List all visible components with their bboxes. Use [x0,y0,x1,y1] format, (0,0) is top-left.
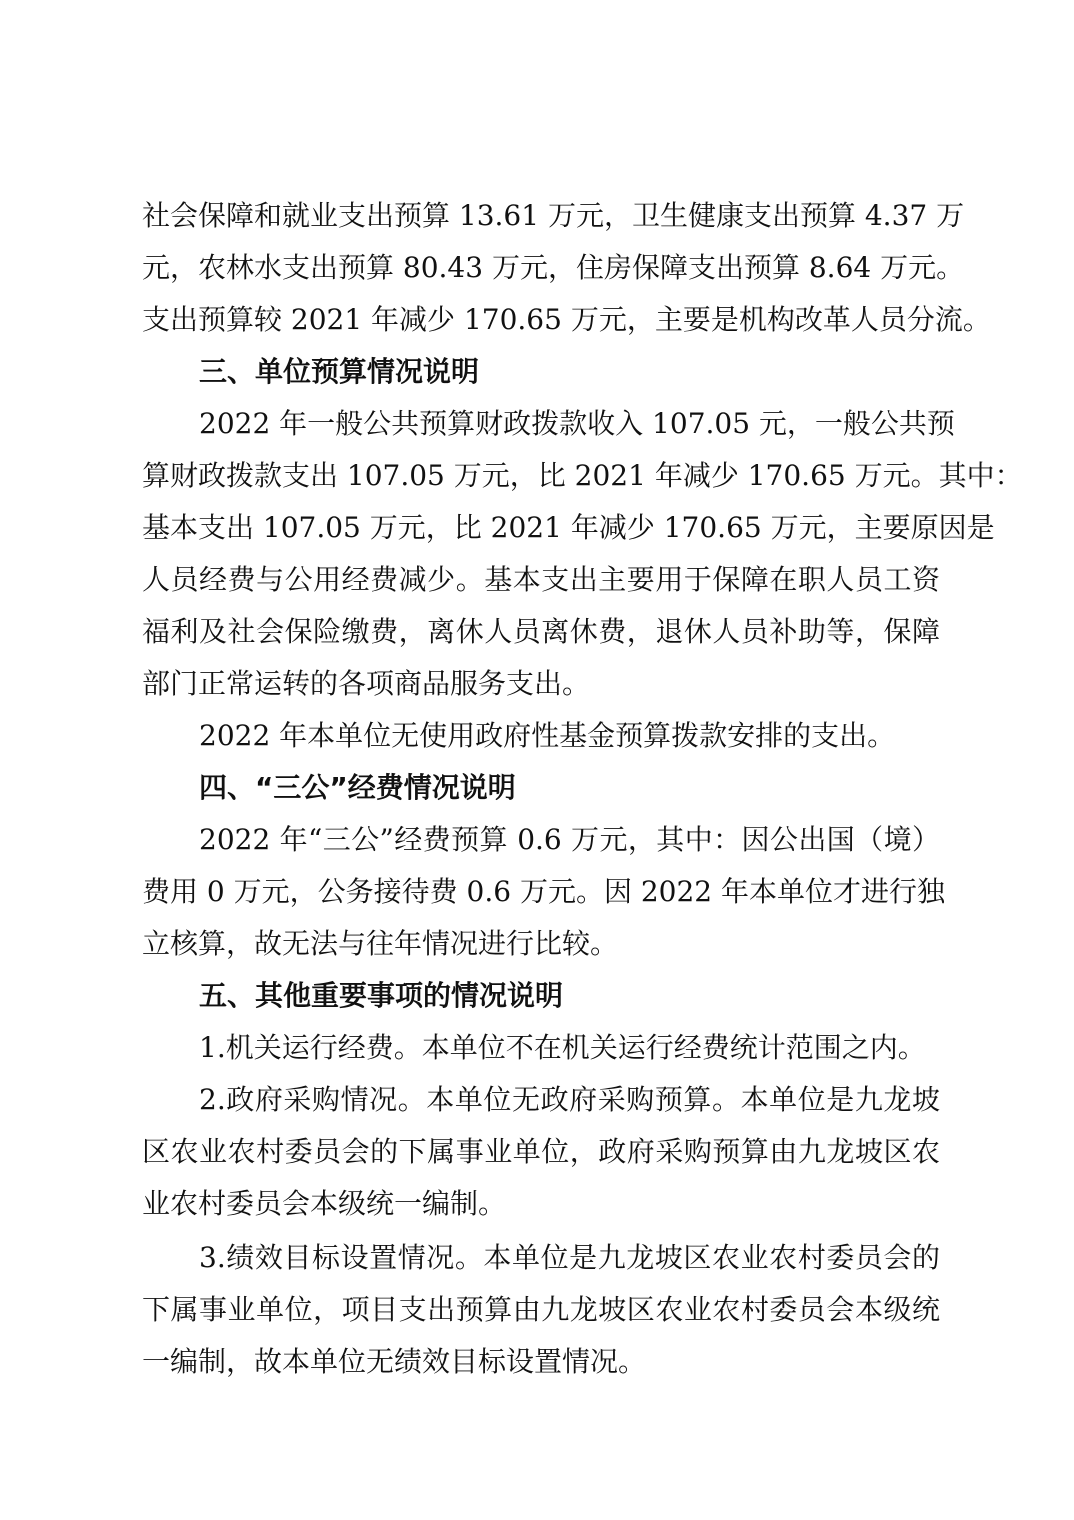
text-line: 2022 年一般公共预算财政拨款收入 107.05 元，一般公共预 [199,407,955,440]
paragraph-government-procurement [142,1074,940,1230]
text-line: 费用 0 万元，公务接待费 0.6 万元。因 2022 年本单位才进行独 [142,875,946,908]
text-line: 一编制，故本单位无绩效目标设置情况。 [142,1345,647,1378]
text-line: 2022 年“三公”经费预算 0.6 万元，其中：因公出国（境） [199,823,940,856]
text-line: 业农村委员会本级统一编制。 [142,1187,507,1220]
text-line: 人员经费与公用经费减少。基本支出主要用于保障在职人员工资 [142,563,940,596]
paragraph-performance-targets [142,1232,940,1388]
text-line: 部门正常运转的各项商品服务支出。 [142,667,591,700]
paragraph-three-public-expenses [142,814,946,970]
text-line: 支出预算较 2021 年减少 170.65 万元，主要是机构改革人员分流。 [142,303,991,336]
section-heading-unit-budget: 三、单位预算情况说明 [199,355,480,388]
paragraph-general-budget [142,398,1023,710]
text-line: 区农业农村委员会的下属事业单位，政府采购预算由九龙坡区农 [142,1135,940,1168]
text-line: 3.绩效目标设置情况。本单位是九龙坡区农业农村委员会的 [199,1241,940,1274]
paragraph-government-fund: 2022 年本单位无使用政府性基金预算拨款安排的支出。 [199,719,896,752]
text-line: 下属事业单位，项目支出预算由九龙坡区农业农村委员会本级统 [142,1293,940,1326]
paragraph-operating-expenses: 1.机关运行经费。本单位不在机关运行经费统计范围之内。 [199,1031,926,1064]
text-line: 福利及社会保险缴费，离休人员离休费，退休人员补助等，保障 [142,615,940,648]
paragraph-expenditure-breakdown [142,190,991,346]
text-line: 社会保障和就业支出预算 13.61 万元，卫生健康支出预算 4.37 万 [142,199,965,232]
text-line: 基本支出 107.05 万元，比 2021 年减少 170.65 万元，主要原因是 [142,511,995,544]
text-line: 元，农林水支出预算 80.43 万元，住房保障支出预算 8.64 万元。 [142,251,965,284]
section-heading-three-public: 四、“三公”经费情况说明 [199,771,516,804]
document-body [142,190,1023,1388]
text-line: 算财政拨款支出 107.05 万元，比 2021 年减少 170.65 万元。其中： [142,459,1023,492]
text-line: 立核算，故无法与往年情况进行比较。 [142,927,619,960]
text-line: 2.政府采购情况。本单位无政府采购预算。本单位是九龙坡 [199,1083,940,1116]
section-heading-other-matters: 五、其他重要事项的情况说明 [199,979,564,1012]
